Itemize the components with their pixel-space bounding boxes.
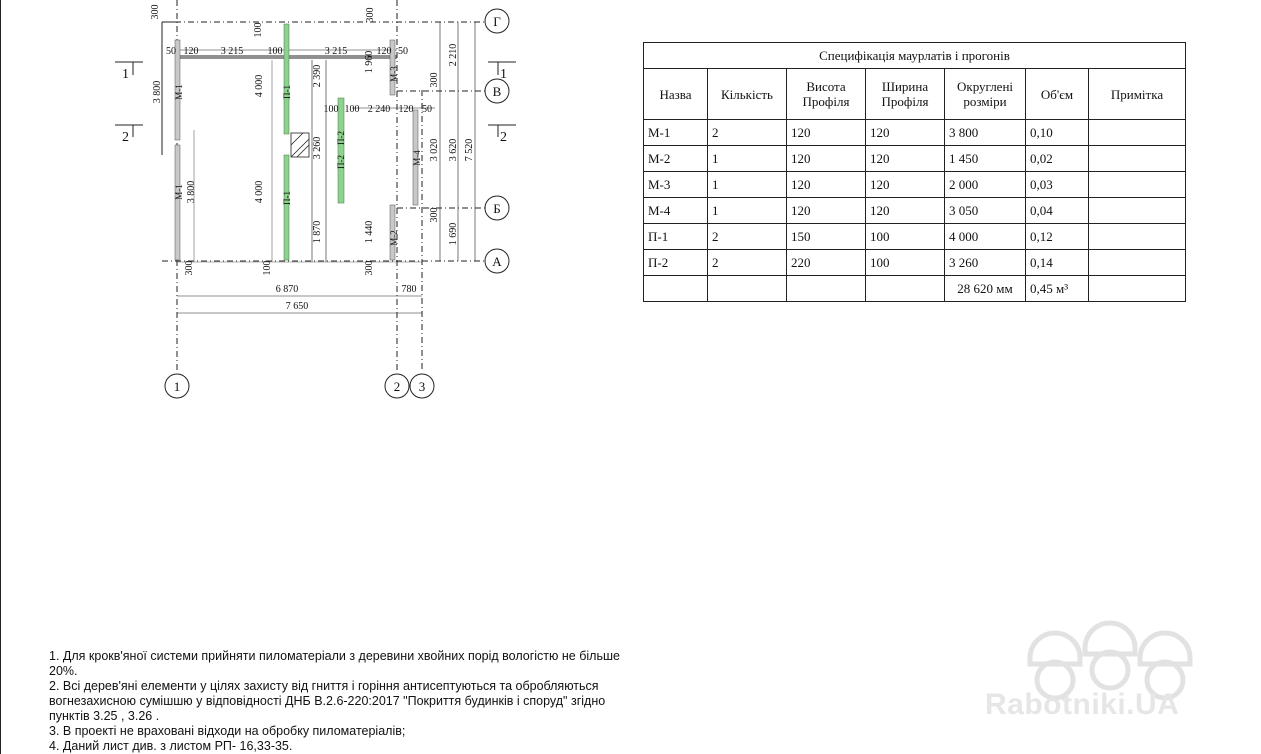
- dim-50: 50: [422, 104, 432, 115]
- spec-table: [643, 42, 1186, 302]
- spec-cell: 120: [866, 146, 945, 172]
- spec-cell: 120: [787, 198, 866, 224]
- label-p2-bottom: П-2: [336, 155, 346, 169]
- spec-total-row: [644, 276, 1186, 302]
- header-height: Висота Профіля: [787, 69, 866, 120]
- header-size: Округлені розміри: [945, 69, 1026, 120]
- post-hatched: [291, 133, 309, 157]
- spec-cell: 100: [866, 224, 945, 250]
- spec-cell: 1: [708, 172, 787, 198]
- dim-1960: 1 960: [364, 50, 375, 74]
- label-m3: М-3: [389, 66, 399, 82]
- spec-row: [644, 146, 1186, 172]
- header-width: Ширина Профіля: [866, 69, 945, 120]
- spec-cell: 4 000: [945, 224, 1026, 250]
- spec-cell: 120: [787, 172, 866, 198]
- label-m1-top: М-1: [174, 84, 184, 100]
- axis-label-a: А: [492, 254, 502, 269]
- axis-bubbles: [165, 9, 509, 398]
- spec-cell: М-3: [644, 172, 708, 198]
- dim-right-3620: 3 620: [448, 138, 459, 162]
- spec-cell: [1089, 120, 1186, 146]
- dim-right-1690: 1 690: [448, 222, 459, 246]
- dim-100b: 100: [344, 104, 360, 115]
- dim-top-50: 50: [166, 46, 176, 57]
- spec-cell: 2 000: [945, 172, 1026, 198]
- spec-title: Специфікація маурлатів і прогонів: [644, 43, 1186, 69]
- section-mark-1-right: 1: [500, 67, 507, 82]
- dim-2240: 2 240: [367, 104, 391, 115]
- spec-cell: 0,14: [1026, 250, 1089, 276]
- purlin-p1-bottom: [284, 155, 289, 260]
- spec-cell: 0,03: [1026, 172, 1089, 198]
- spec-cell: 120: [866, 120, 945, 146]
- purlin-p2: [338, 98, 344, 203]
- spec-cell: 3 800: [945, 120, 1026, 146]
- spec-cell: [1089, 250, 1186, 276]
- spec-cell: 2: [708, 224, 787, 250]
- spec-cell: 0,10: [1026, 120, 1089, 146]
- spec-cell: 150: [787, 224, 866, 250]
- axis-label-1: 1: [173, 379, 181, 394]
- dim-top-300b: 300: [365, 7, 376, 23]
- total-volume: 0,45 м³: [1026, 276, 1089, 302]
- spec-row: [644, 172, 1186, 198]
- section-mark-1-left: 1: [122, 67, 129, 82]
- spec-cell: [1089, 172, 1186, 198]
- spec-cell: 3 260: [945, 250, 1026, 276]
- axis-label-2: 2: [393, 379, 401, 394]
- header-note: Примітка: [1089, 69, 1186, 120]
- spec-cell: [1089, 198, 1186, 224]
- spec-cell: 0,12: [1026, 224, 1089, 250]
- label-p2-top: П-2: [336, 131, 346, 145]
- dim-right-7520: 7 520: [464, 138, 475, 162]
- dim-120: 120: [398, 104, 414, 115]
- spec-cell: 1: [708, 198, 787, 224]
- watermark-text: Rabotniki.UA: [985, 688, 1180, 721]
- label-p1-bottom: П-1: [282, 191, 292, 205]
- beam-m1-bottom: [175, 145, 180, 260]
- dim-3260: 3 260: [312, 136, 323, 160]
- dim-4000b: 4 000: [254, 180, 265, 204]
- dim-top-100b: 100: [267, 46, 283, 57]
- spec-cell: М-4: [644, 198, 708, 224]
- note-4: 4. Даний лист див. з листом РП- 16,33-35.: [49, 739, 293, 753]
- spec-cell: 120: [787, 120, 866, 146]
- spec-row: [644, 198, 1186, 224]
- spec-row: [644, 250, 1186, 276]
- dim-3800b: 3 800: [186, 180, 197, 204]
- section-mark-2-right: 2: [500, 130, 507, 145]
- spec-cell: 120: [787, 146, 866, 172]
- spec-cell: 0,02: [1026, 146, 1089, 172]
- note-3: 3. В проекті не враховані відходи на обробку пиломатеріалів;: [49, 724, 406, 738]
- spec-cell: 2: [708, 120, 787, 146]
- dim-top-3215a: 3 215: [220, 46, 244, 57]
- dim-1870: 1 870: [312, 220, 323, 244]
- label-m4: М-4: [412, 150, 422, 166]
- spec-cell: М-2: [644, 146, 708, 172]
- note-2: 2. Всі дерев'яні елементи у цілях захисту від гниття і горіння антисептуються та обробляються вогнезахисною сумішшю у відповідності ДНБ В.2.6-220:2017 "Покриття будинків і споруд" згідно пунктів 3.25 , 3.26 .: [49, 679, 606, 723]
- note-1: 1. Для крокв'яної системи прийняти пиломатеріали з деревини хвойних порід вологістю не більше 20%.: [49, 649, 620, 678]
- dim-bottom-7650: 7 650: [285, 301, 309, 312]
- dim-right-300: 300: [429, 72, 440, 88]
- header-qty: Кількість: [708, 69, 787, 120]
- dim-300-bottom-right: 300: [364, 260, 375, 276]
- dim-top-120b: 120: [376, 46, 392, 57]
- dim-300-bottom-left: 300: [184, 260, 195, 276]
- axis-label-g: Г: [493, 14, 501, 29]
- section-mark-2-left: 2: [122, 130, 129, 145]
- spec-cell: 2: [708, 250, 787, 276]
- axis-label-3: 3: [418, 379, 426, 394]
- spec-row: [644, 224, 1186, 250]
- dim-right-2210: 2 210: [448, 43, 459, 67]
- spec-cell: 1: [708, 146, 787, 172]
- dim-top-100a: 100: [253, 22, 264, 38]
- axis-label-v: В: [492, 84, 502, 99]
- spec-cell: М-1: [644, 120, 708, 146]
- spec-cell: 120: [866, 172, 945, 198]
- spec-cell: [1089, 224, 1186, 250]
- roof-framing-plan: [0, 0, 640, 640]
- spec-cell: 1 450: [945, 146, 1026, 172]
- dim-100-bottom: 100: [262, 260, 273, 276]
- purlin-p1-top: [284, 24, 289, 134]
- dim-right-3020: 3 020: [429, 138, 440, 162]
- dim-top-3215b: 3 215: [324, 46, 348, 57]
- axis-label-b: Б: [493, 201, 501, 216]
- spec-cell: 0,04: [1026, 198, 1089, 224]
- dim-right-300b: 300: [429, 207, 440, 223]
- dim-1440: 1 440: [364, 220, 375, 244]
- header-name: Назва: [644, 69, 708, 120]
- dim-bottom-6870: 6 870: [275, 284, 299, 295]
- header-volume: Об'єм: [1026, 69, 1089, 120]
- spec-cell: 220: [787, 250, 866, 276]
- spec-cell: [1089, 146, 1186, 172]
- dim-top-120: 120: [183, 46, 199, 57]
- dim-100a: 100: [323, 104, 339, 115]
- dim-bottom-780: 780: [401, 284, 417, 295]
- spec-cell: 120: [866, 198, 945, 224]
- spec-cell: П-1: [644, 224, 708, 250]
- notes-block: [49, 649, 649, 754]
- dim-top-50b: 50: [398, 46, 408, 57]
- spec-cell: 100: [866, 250, 945, 276]
- dim-4000a: 4 000: [254, 74, 265, 98]
- label-p1-top: П-1: [282, 85, 292, 99]
- dim-2390: 2 390: [312, 64, 323, 88]
- spec-row: [644, 120, 1186, 146]
- spec-cell: П-2: [644, 250, 708, 276]
- spec-cell: 3 050: [945, 198, 1026, 224]
- total-length: 28 620 мм: [945, 276, 1026, 302]
- dim-3800a: 3 800: [152, 80, 163, 104]
- label-m2: М-2: [389, 230, 399, 246]
- dim-top-300: 300: [150, 4, 161, 20]
- label-m1-bottom: М-1: [174, 184, 184, 200]
